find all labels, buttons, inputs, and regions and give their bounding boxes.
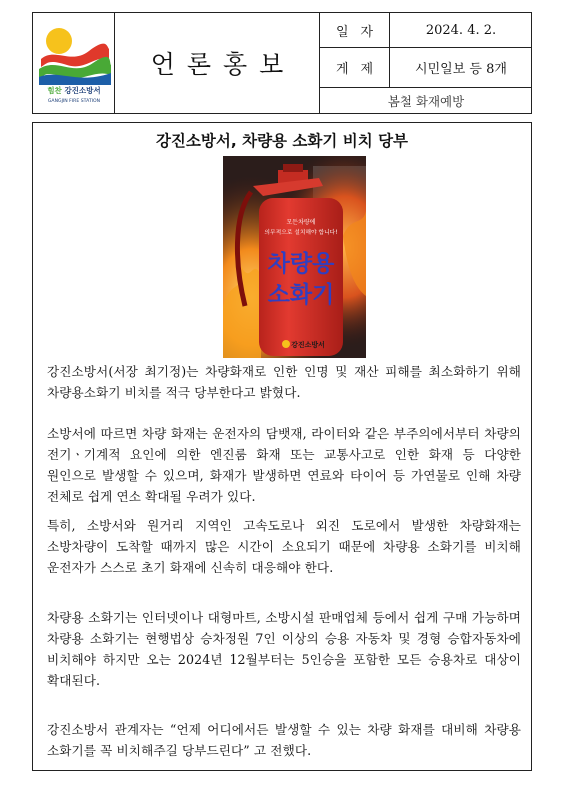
page-title: 언론홍보 bbox=[150, 50, 296, 79]
poster-brand: 강진소방서 bbox=[291, 341, 325, 349]
title-cell bbox=[115, 13, 320, 113]
outlet-row bbox=[320, 48, 532, 88]
paragraph-4: 차량용 소화기는 인터넷이나 대형마트, 소방시설 판매업체 등에서 쉽게 구매 가능하며 차량용 소화기는 현행법상 승차정원 7인 이상의 승용 자동차 및 경형 승합자동차에 비치해야 하지만 오는 2024년 12월부터는 5인승을 포함한 모든 승용차로 대상이 확대된다. bbox=[47, 610, 521, 688]
logo-cell bbox=[33, 13, 115, 113]
header-table bbox=[32, 12, 532, 114]
outlet-label: 게제 bbox=[320, 48, 390, 87]
paragraph-3: 특히, 소방서와 원거리 지역인 고속도로나 외진 도로에서 발생한 차량화재는 소방차량이 도착할 때까지 많은 시간이 소요되기 때문에 차량용 소화기를 비치해 운전자가 스스로 초기 화재에 신속히 대응해야 한다. bbox=[47, 518, 521, 575]
fire-station-logo bbox=[37, 19, 111, 85]
date-row bbox=[320, 13, 532, 48]
date-label: 일자 bbox=[320, 13, 390, 47]
poster-notice-line1: 모든차량에 bbox=[286, 219, 316, 226]
date-value: 2024. 4. 2. bbox=[425, 22, 497, 38]
poster-big-line2: 소화기 bbox=[267, 282, 335, 308]
poster-art bbox=[223, 156, 366, 358]
outlet-value: 시민일보 등 8개 bbox=[415, 62, 507, 77]
logo-subtext: GANGJIN FIRE STATION bbox=[47, 99, 101, 104]
extinguisher-poster bbox=[223, 156, 366, 358]
paragraph-2: 소방서에 따르면 차량 화재는 운전자의 담뱃재, 라이터와 같은 부주의에서부터 차량의 전기ㆍ기계적 요인에 의한 엔진룸 화재 또는 교통사고로 인한 화재 등 다양한 원인으로 발생할 수 있으며, 화재가 발생하면 연료와 타이어 등 가연물로 인해 차량 전체로 쉽게 연소 확대될 우려가 있다. bbox=[47, 426, 521, 504]
category-label: 봄철 화재예방 bbox=[387, 93, 465, 109]
logo-text: 힘찬 강진소방서 bbox=[47, 86, 101, 95]
paragraph-5: 강진소방서 관계자는 “언제 어디에서든 발생할 수 있는 차량 화재를 대비해 차량용 소화기를 꼭 비치해주길 당부드린다” 고 전했다. bbox=[47, 722, 521, 758]
article-box bbox=[32, 122, 532, 771]
article-headline: 강진소방서, 차량용 소화기 비치 당부 bbox=[155, 132, 409, 150]
poster-notice-line2: 의무적으로 설치해야 합니다! bbox=[264, 230, 338, 236]
paragraph-1: 강진소방서(서장 최기정)는 차량화재로 인한 인명 및 재산 피해를 최소화하기 위해 차량용소화기 비치를 적극 당부한다고 밝혔다. bbox=[47, 364, 521, 400]
emblem-icon bbox=[282, 340, 290, 348]
poster-big-line1: 차량용 bbox=[267, 251, 335, 277]
